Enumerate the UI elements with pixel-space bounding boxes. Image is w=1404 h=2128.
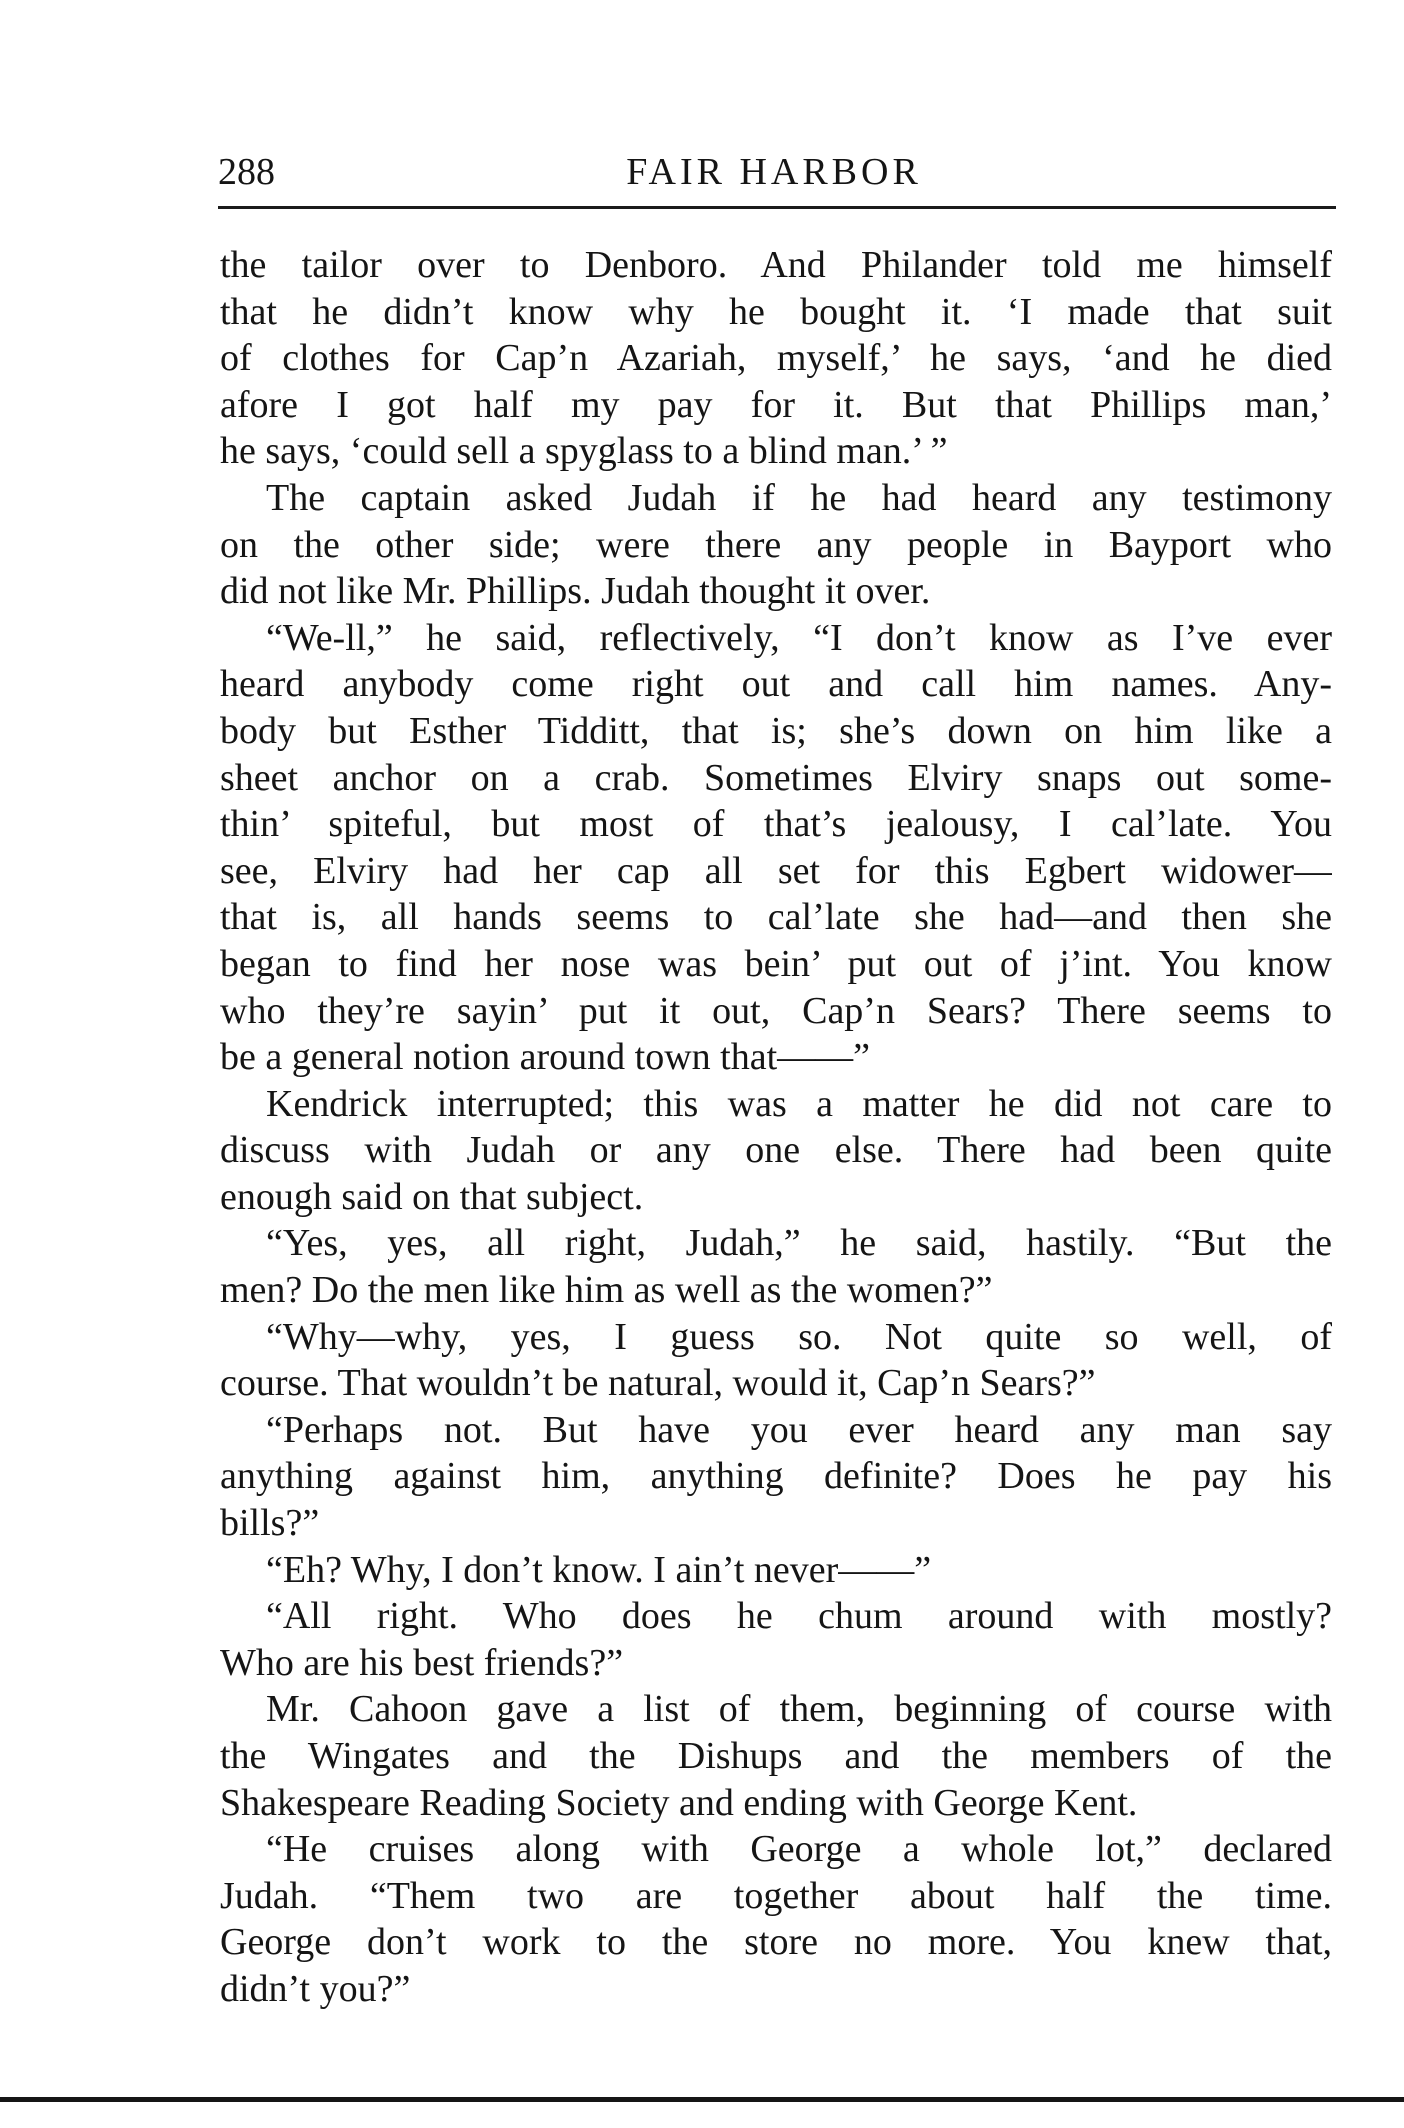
- text-line: anything against him, anything definite? Does he pay his: [220, 1455, 1332, 1498]
- paragraph-first-line: “Perhaps not. But have you ever heard any man say: [266, 1408, 1332, 1451]
- paragraph-first-line: Kendrick interrupted; this was a matter he did not care to: [266, 1082, 1332, 1125]
- text-line: Shakespeare Reading Society and ending with George Kent.: [220, 1781, 1138, 1824]
- text-line: George don’t work to the store no more. You knew that,: [220, 1921, 1332, 1964]
- text-line: body but Esther Tidditt, that is; she’s down on him like a: [220, 709, 1332, 752]
- paragraph-first-line: “Yes, yes, all right, Judah,” he said, hastily. “But the: [266, 1222, 1332, 1265]
- text-line: he says, ‘could sell a spyglass to a blind man.’ ”: [220, 430, 948, 473]
- text-line: that he didn’t know why he bought it. ‘I made that suit: [220, 290, 1332, 333]
- text-line: heard anybody come right out and call him names. Any-: [220, 663, 1332, 706]
- paragraph-first-line: The captain asked Judah if he had heard any testimony: [266, 476, 1332, 519]
- text-line: didn’t you?”: [220, 1967, 411, 2010]
- text-line: afore I got half my pay for it. But that Phillips man,’: [220, 383, 1332, 426]
- text-line: that is, all hands seems to cal’late she had—and then she: [220, 896, 1332, 939]
- running-head: [218, 142, 1330, 202]
- paragraph-first-line: “Why—why, yes, I guess so. Not quite so well, of: [266, 1315, 1332, 1358]
- text-line: on the other side; were there any people in Bayport who: [220, 523, 1332, 566]
- text-line: see, Elviry had her cap all set for this Egbert widower—: [220, 849, 1332, 892]
- bottom-rule: [0, 2097, 1404, 2102]
- body-text: [220, 242, 1332, 2013]
- text-line: sheet anchor on a crab. Sometimes Elviry snaps out some-: [220, 756, 1332, 799]
- text-line: enough said on that subject.: [220, 1175, 644, 1218]
- text-line: who they’re sayin’ put it out, Cap’n Sears? There seems to: [220, 989, 1332, 1032]
- text-line: the Wingates and the Dishups and the members of the: [220, 1735, 1332, 1777]
- paragraph-first-line: “He cruises along with George a whole lot,” declared: [266, 1828, 1332, 1871]
- text-line: of clothes for Cap’n Azariah, myself,’ he says, ‘and he died: [220, 337, 1332, 380]
- text-line: did not like Mr. Phillips. Judah thought it over.: [220, 570, 931, 613]
- text-line: discuss with Judah or any one else. There had been quite: [220, 1129, 1332, 1172]
- running-title: FAIR HARBOR: [626, 151, 922, 193]
- text-line: thin’ spiteful, but most of that’s jealousy, I cal’late. You: [220, 803, 1332, 846]
- paragraph-first-line: “Eh? Why, I don’t know. I ain’t never——”: [266, 1548, 932, 1591]
- text-line: Judah. “Them two are together about half the time.: [220, 1874, 1332, 1917]
- text-line: be a general notion around town that——”: [220, 1036, 871, 1079]
- page-number: 288: [218, 151, 275, 193]
- text-line: began to find her nose was bein’ put out of j’int. You know: [220, 942, 1332, 985]
- header-rule: [218, 206, 1336, 209]
- paragraph-first-line: “We-ll,” he said, reflectively, “I don’t know as I’ve ever: [266, 616, 1332, 659]
- text-line: the tailor over to Denboro. And Philander told me himself: [220, 244, 1332, 286]
- text-line: course. That wouldn’t be natural, would it, Cap’n Sears?”: [220, 1362, 1096, 1405]
- text-line: Who are his best friends?”: [220, 1641, 624, 1684]
- text-line: men? Do the men like him as well as the women?”: [220, 1269, 993, 1312]
- text-line: bills?”: [220, 1502, 320, 1545]
- paragraph-first-line: Mr. Cahoon gave a list of them, beginning of course with: [266, 1688, 1332, 1731]
- paragraph-first-line: “All right. Who does he chum around with mostly?: [266, 1595, 1332, 1638]
